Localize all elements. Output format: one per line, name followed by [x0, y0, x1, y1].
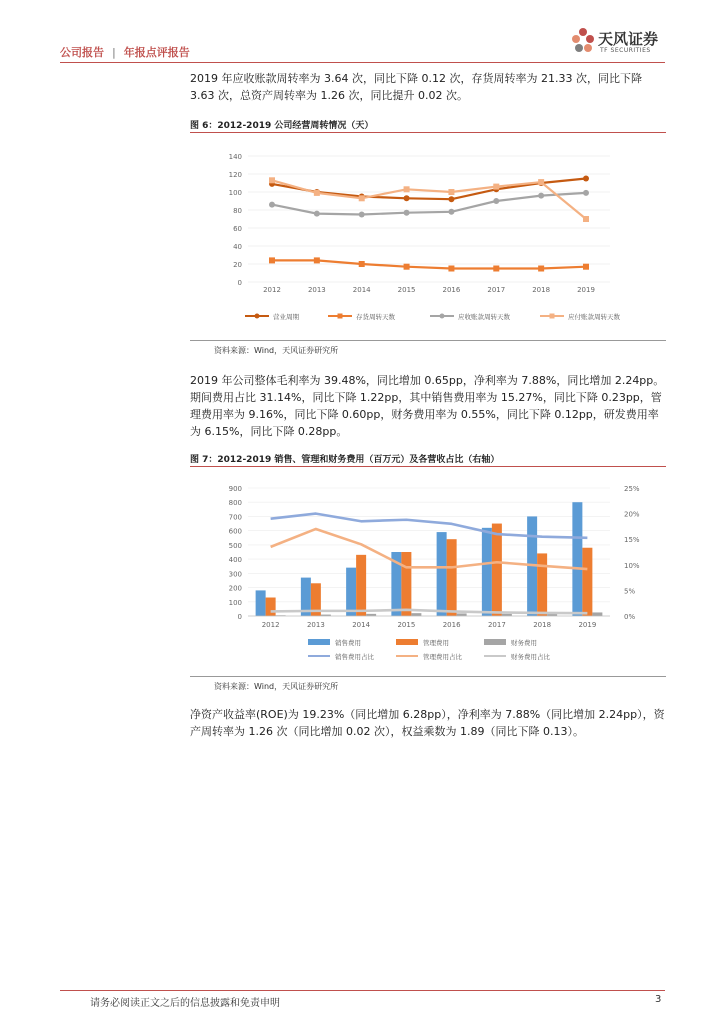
x-tick-label: 2017 — [487, 286, 506, 294]
bar-0 — [572, 502, 582, 616]
y-tick-label: 100 — [228, 598, 242, 607]
logo-text: 天风证券 — [598, 30, 659, 48]
header-separator: | — [111, 46, 116, 59]
data-point — [583, 176, 589, 182]
data-point — [359, 195, 365, 201]
data-point — [538, 193, 544, 199]
data-point — [404, 264, 410, 270]
data-point — [583, 190, 589, 196]
data-point — [269, 202, 275, 208]
figure-7-top-rule — [190, 466, 666, 467]
y-tick-label: 0 — [237, 613, 242, 621]
y-tick-label: 900 — [228, 485, 242, 493]
x-tick-label: 2018 — [533, 621, 552, 629]
report-header — [60, 44, 190, 60]
legend-label: 财务费用 — [511, 639, 537, 647]
data-point — [314, 257, 320, 263]
x-tick-label: 2015 — [397, 621, 416, 629]
data-point — [448, 189, 454, 195]
data-point — [269, 257, 275, 263]
x-tick-label: 2012 — [263, 286, 281, 294]
legend-marker — [338, 314, 343, 319]
x-tick-label: 2013 — [307, 286, 326, 294]
data-point — [359, 261, 365, 267]
x-tick-label: 2015 — [397, 286, 416, 294]
y-tick-label: 600 — [228, 527, 242, 536]
bar-1 — [537, 553, 547, 616]
tf-securities-logo — [570, 24, 680, 60]
legend-label: 应付账款周转天数 — [568, 313, 620, 321]
bar-0 — [256, 590, 266, 616]
x-tick-label: 2013 — [306, 621, 325, 629]
figure-7-source: 资料来源：Wind，天风证券研究所 — [214, 682, 339, 691]
bar-1 — [266, 598, 276, 616]
bar-2 — [411, 613, 421, 616]
y-tick-label: 500 — [228, 541, 242, 550]
x-tick-label: 2014 — [352, 286, 371, 294]
figure-7-bottom-rule — [190, 676, 666, 677]
y-tick-label: 800 — [228, 499, 242, 508]
y-tick-label: 20 — [233, 261, 242, 269]
bar-0 — [482, 528, 492, 616]
header-company-report: 公司报告 — [60, 46, 104, 59]
x-tick-label: 2019 — [578, 621, 597, 629]
x-tick-label: 2016 — [442, 621, 461, 629]
data-point — [404, 210, 410, 216]
footer-divider — [60, 990, 665, 991]
legend-swatch — [396, 639, 418, 645]
legend-label: 销售费用占比 — [335, 653, 374, 661]
bar-0 — [437, 532, 447, 616]
legend-label: 销售费用 — [335, 639, 361, 647]
data-point — [538, 266, 544, 272]
page-number: 3 — [655, 994, 662, 1005]
y-tick-label: 60 — [233, 225, 242, 233]
paragraph-turnover: 2019 年应收账款周转率为 3.64 次，同比下降 0.12 次，存货周转率为 21.33 次，同比下降 3.63 次，总资产周转率为 1.26 次，同比提升 0.02 次。 — [190, 72, 642, 102]
bar-1 — [356, 555, 366, 616]
bar-1 — [492, 524, 502, 616]
y-tick-label: 80 — [233, 207, 242, 215]
legend-marker — [550, 314, 555, 319]
data-point — [493, 184, 499, 190]
figure-6-chart — [190, 140, 666, 335]
footer-disclaimer: 请务必阅读正文之后的信息披露和免责申明 — [90, 998, 280, 1009]
data-point — [404, 186, 410, 192]
y-tick-label: 120 — [228, 171, 242, 179]
figure-6-bottom-rule — [190, 340, 666, 341]
y2-tick-label: 10% — [624, 561, 640, 570]
y-tick-label: 700 — [228, 513, 242, 522]
legend-label: 管理费用占比 — [423, 653, 462, 661]
x-tick-label: 2017 — [487, 621, 506, 629]
y2-tick-label: 20% — [624, 510, 640, 519]
data-point — [448, 196, 454, 202]
x-tick-label: 2012 — [261, 621, 280, 629]
data-point — [583, 264, 589, 270]
x-tick-label: 2018 — [532, 286, 551, 294]
data-point — [359, 212, 365, 218]
legend-label: 营业周期 — [273, 313, 299, 321]
turnover-line-chart — [190, 140, 666, 335]
bar-2 — [592, 612, 602, 616]
header-divider — [60, 62, 665, 63]
y2-tick-label: 0% — [624, 613, 636, 621]
data-point — [404, 195, 410, 201]
flower-logo-icon — [570, 24, 596, 58]
legend-label: 管理费用 — [423, 639, 449, 647]
header-annual-review: 年报点评报告 — [123, 46, 190, 59]
figure-7-title: 图 7：2012-2019 销售、管理和财务费用（百万元）及各营收占比（右轴） — [190, 455, 500, 465]
x-tick-label: 2019 — [577, 286, 595, 294]
y-tick-label: 100 — [228, 189, 242, 197]
legend-marker — [255, 314, 260, 319]
bar-1 — [447, 539, 457, 616]
data-point — [493, 266, 499, 272]
expenses-combo-chart — [190, 476, 666, 671]
data-point — [448, 266, 454, 272]
figure-6-source: 资料来源：Wind，天风证券研究所 — [214, 346, 339, 355]
y-tick-label: 400 — [228, 556, 242, 565]
legend-swatch — [308, 639, 330, 645]
y-tick-label: 200 — [228, 584, 242, 593]
data-point — [314, 211, 320, 217]
data-point — [493, 198, 499, 204]
data-point — [538, 179, 544, 185]
bar-1 — [582, 548, 592, 616]
ratio-line-0 — [271, 514, 588, 538]
logo-subtext: TF SECURITIES — [600, 47, 651, 54]
y-tick-label: 300 — [228, 570, 242, 579]
bar-0 — [346, 568, 356, 616]
y-tick-label: 140 — [228, 153, 242, 161]
figure-6-title: 图 6：2012-2019 公司经营周转情况（天） — [190, 121, 374, 131]
paragraph-roe: 净资产收益率(ROE)为 19.23%（同比增加 6.28pp），净利率为 7.88%（同比增加 2.24pp），资产周转率为 1.26 次（同比增加 0.02 次），权益乘数为 1.89（同比下降 0.13）。 — [190, 708, 665, 738]
legend-label: 财务费用占比 — [511, 653, 550, 661]
x-tick-label: 2014 — [352, 621, 371, 629]
legend-label: 应收账款周转天数 — [458, 313, 510, 321]
data-point — [314, 190, 320, 196]
x-tick-label: 2016 — [442, 286, 461, 294]
figure-7-chart — [190, 476, 666, 671]
paragraph-margins: 2019 年公司整体毛利率为 39.48%，同比增加 0.65pp，净利率为 7.88%，同比增加 2.24pp。期间费用占比 31.14%，同比下降 1.22pp，其中销售费用率为 15.27%，同比下降 0.23pp，管理费用率为 9.16%，同比下降 0.60pp，财务费用率为 0.55%，同比下降 0.12pp，研发费用率为 6.15%，同比下降 0.28pp。 — [190, 374, 665, 438]
y-tick-label: 40 — [233, 243, 242, 251]
legend-swatch — [484, 639, 506, 645]
legend-marker — [440, 314, 445, 319]
y2-tick-label: 5% — [624, 587, 636, 596]
y-tick-label: 0 — [237, 279, 242, 287]
legend-label: 存货周转天数 — [356, 313, 395, 321]
data-point — [448, 209, 454, 215]
data-point — [269, 177, 275, 183]
y2-tick-label: 15% — [624, 536, 640, 545]
figure-6-top-rule — [190, 132, 666, 133]
bar-1 — [401, 552, 411, 616]
y2-tick-label: 25% — [624, 485, 640, 493]
data-point — [583, 216, 589, 222]
